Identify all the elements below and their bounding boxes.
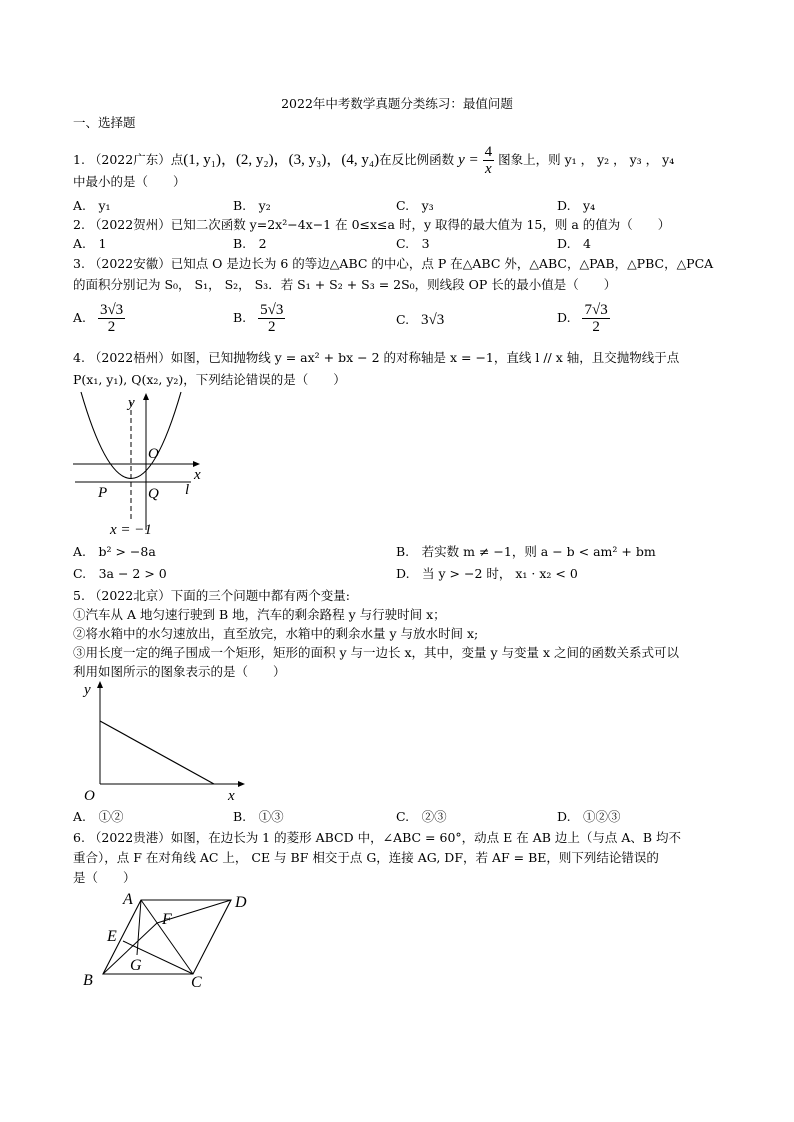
q5-line-3: ②将水箱中的水匀速放出，直至放完，水箱中的剩余水量 y 与放水时间 x; bbox=[73, 626, 479, 641]
q3-option-d-label: D. bbox=[557, 310, 571, 325]
q5-option-a[interactable]: A. ①② bbox=[73, 809, 124, 824]
q3-option-c-value: 3√3 bbox=[421, 312, 445, 328]
q3-d-den: 2 bbox=[592, 319, 600, 335]
linear-graph-figure bbox=[78, 678, 258, 806]
parabola-figure bbox=[73, 390, 213, 540]
q3-option-b-fraction bbox=[258, 302, 285, 335]
graph-y-arrow-icon bbox=[97, 681, 103, 688]
section-heading: 一、选择题 bbox=[73, 115, 136, 130]
q4-line-1: 4. （2022梧州）如图，已知抛物线 y = ax² + bx − 2 的对称轴是 x = −1，直线 l // x 轴，且交抛物线于点 bbox=[73, 350, 680, 365]
rhombus-figure bbox=[73, 888, 273, 998]
q1-intro: 1. （2022广东）点 bbox=[73, 152, 184, 167]
fig-label-axis-eq: x = −1 bbox=[110, 522, 152, 538]
y-axis-arrow-icon bbox=[143, 393, 149, 400]
rhombus-label-e: E bbox=[107, 928, 117, 945]
q5-line-1: 5. （2022北京）下面的三个问题中都有两个变量: bbox=[73, 588, 350, 603]
q6-line-3: 是（ ） bbox=[73, 870, 136, 885]
q1-func-lhs: y = bbox=[458, 152, 479, 168]
q5-line-5: 利用如图所示的图象表示的是（ ） bbox=[73, 664, 286, 679]
rhombus-label-b: B bbox=[83, 972, 93, 989]
q3-option-a-label: A. bbox=[73, 310, 87, 325]
q3-option-d-fraction bbox=[582, 302, 609, 335]
q3-option-a-fraction bbox=[98, 302, 125, 335]
q3-option-d[interactable] bbox=[557, 302, 610, 335]
q1-frac-num: 4 bbox=[484, 144, 493, 160]
q3-d-num: 7√3 bbox=[584, 302, 608, 318]
q1-option-d[interactable]: D. y₄ bbox=[557, 198, 596, 213]
q4-line-2: P(x₁, y₁), Q(x₂, y₂)，下列结论错误的是（ ） bbox=[73, 372, 346, 387]
q5-option-b[interactable]: B. ①③ bbox=[233, 809, 284, 824]
graph-label-x: x bbox=[228, 788, 235, 804]
q1-option-b[interactable]: B. y₂ bbox=[233, 198, 271, 213]
q2-option-c[interactable]: C. 3 bbox=[396, 236, 430, 251]
rhombus-label-f: F bbox=[162, 911, 172, 928]
q3-option-c[interactable] bbox=[396, 310, 444, 330]
graph-label-y: y bbox=[84, 682, 91, 698]
q3-option-b[interactable] bbox=[233, 302, 285, 335]
fig-label-p: P bbox=[98, 485, 108, 501]
q2-option-b[interactable]: B. 2 bbox=[233, 236, 267, 251]
q4-option-c[interactable]: C. 3a − 2 > 0 bbox=[73, 566, 167, 581]
q1-line-2: 中最小的是（ ） bbox=[73, 174, 186, 189]
q1-frac-den: x bbox=[485, 161, 492, 177]
q3-line-2: 的面积分别记为 S₀， S₁， S₂， S₃．若 S₁ + S₂ + S₃ = 2S₀，则线段 OP 长的最小值是（ ） bbox=[73, 277, 617, 292]
q3-b-den: 2 bbox=[267, 319, 276, 335]
q1-points: (1, y₁)，(2, y₂)，(3, y₃)，(4, y₄) bbox=[183, 152, 380, 168]
q3-line-1: 3. （2022安徽）已知点 O 是边长为 6 的等边△ABC 的中心，点 P 在△ABC 外，△ABC，△PAB，△PBC，△PCA bbox=[73, 256, 714, 271]
q3-b-num: 5√3 bbox=[260, 302, 284, 318]
decreasing-line bbox=[100, 721, 214, 784]
q5-line-4: ③用长度一定的绳子围成一个矩形，矩形的面积 y 与一边长 x，其中，变量 y 与变量 x 之间的函数关系式可以 bbox=[73, 645, 680, 660]
fig-label-y: y bbox=[128, 395, 135, 411]
page-title: 2022年中考数学真题分类练习：最值问题 bbox=[281, 96, 513, 111]
q1-mid: 在反比例函数 bbox=[379, 152, 455, 167]
q1-fraction bbox=[483, 144, 495, 177]
q5-option-c[interactable]: C. ②③ bbox=[396, 809, 447, 824]
q1-tail: 图象上，则 y₁ ， y₂ ， y₃ ， y₄ bbox=[498, 152, 675, 167]
fig-label-origin: O bbox=[148, 446, 159, 462]
fig-label-x: x bbox=[194, 467, 201, 483]
graph-label-origin: O bbox=[84, 788, 95, 804]
rhombus-label-c: C bbox=[191, 974, 202, 991]
fig-label-l: l bbox=[185, 482, 190, 498]
q6-line-1: 6. （2022贵港）如图，在边长为 1 的菱形 ABCD 中，∠ABC = 60°，动点 E 在 AB 边上（与点 A、B 均不 bbox=[73, 830, 682, 845]
q3-option-c-label: C. bbox=[396, 312, 410, 327]
q5-option-d[interactable]: D. ①②③ bbox=[557, 809, 621, 824]
q4-option-d[interactable]: D. 当 y > −2 时， x₁ · x₂ < 0 bbox=[396, 566, 578, 581]
rhombus-label-g: G bbox=[130, 957, 142, 974]
q6-line-2: 重合），点 F 在对角线 AC 上， CE 与 BF 相交于点 G，连接 AG, DF，若 AF = BE，则下列结论错误的 bbox=[73, 850, 659, 865]
rhombus-label-a: A bbox=[123, 891, 133, 908]
q3-a-num: 3√3 bbox=[99, 302, 124, 318]
fig-label-q: Q bbox=[148, 486, 159, 502]
q3-option-b-label: B. bbox=[233, 310, 247, 325]
q2-text: 2. （2022贺州）已知二次函数 y=2x²−4x−1 在 0≤x≤a 时，y 取得的最大值为 15，则 a 的值为（ ） bbox=[73, 217, 671, 232]
rhombus-label-d: D bbox=[235, 894, 247, 911]
q4-option-a[interactable]: A. b² > −8a bbox=[73, 544, 156, 559]
q2-option-a[interactable]: A. 1 bbox=[73, 236, 107, 251]
q3-a-den: 2 bbox=[107, 319, 116, 335]
q1-option-a[interactable]: A. y₁ bbox=[73, 198, 111, 213]
q4-option-b[interactable]: B. 若实数 m ≠ −1，则 a − b < am² + bm bbox=[396, 544, 656, 559]
segment-ag bbox=[137, 900, 141, 955]
q5-line-2: ①汽车从 A 地匀速行驶到 B 地，汽车的剩余路程 y 与行驶时间 x； bbox=[73, 607, 446, 622]
q2-option-d[interactable]: D. 4 bbox=[557, 236, 592, 251]
q1-option-c[interactable]: C. y₃ bbox=[396, 198, 434, 213]
q3-option-a[interactable] bbox=[73, 302, 125, 335]
graph-x-arrow-icon bbox=[238, 781, 245, 787]
